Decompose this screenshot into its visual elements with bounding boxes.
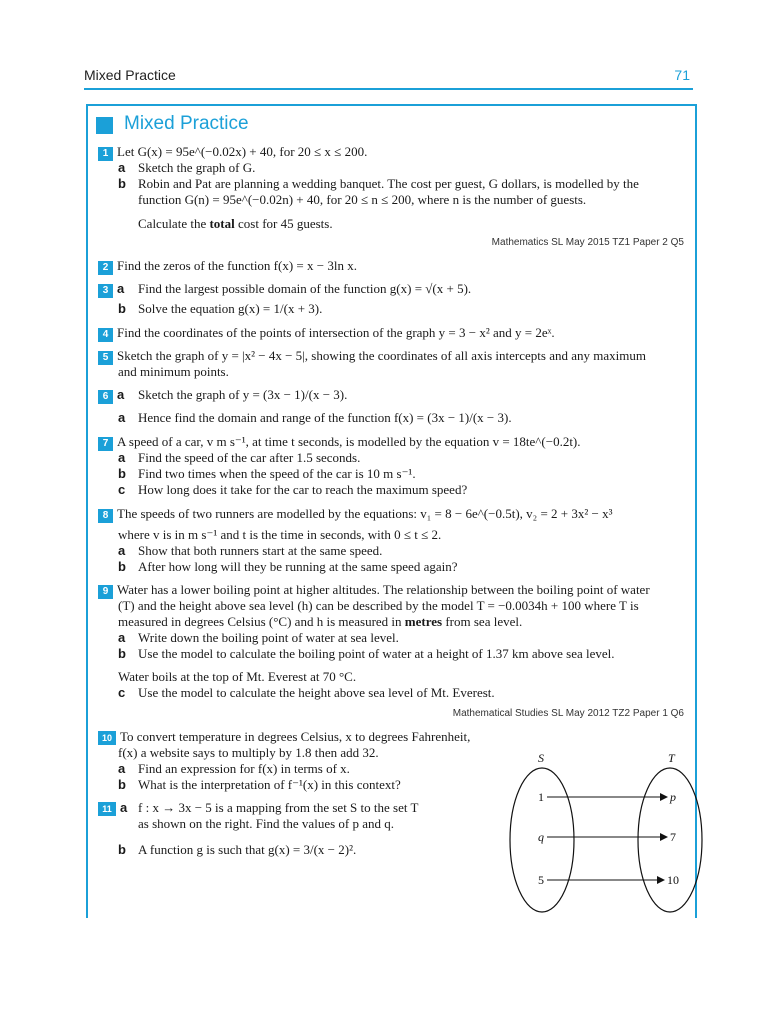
header-rule: [84, 88, 693, 90]
question-9-line-2: (T) and the height above sea level (h) can be described by the model T = −0.0034h + 100 where T is: [118, 598, 639, 613]
text-run: measured in degrees Celsius (°C) and h is measured in: [118, 614, 405, 629]
part-label: a: [118, 410, 126, 425]
question-number: 10: [98, 731, 116, 745]
question-1a: Sketch the graph of G.: [138, 160, 256, 175]
s-element-5: 5: [538, 873, 544, 887]
question-1b-line-3: [138, 216, 333, 232]
part-label: b: [118, 301, 126, 316]
part-label: a: [118, 630, 126, 645]
question-9a: Write down the boiling point of water at sea level.: [138, 630, 399, 645]
question-6: [98, 387, 124, 404]
question-9c: Use the model to calculate the height above sea level of Mt. Everest.: [138, 685, 495, 700]
question-number: 9: [98, 585, 113, 599]
question-9-mid: Water boils at the top of Mt. Everest at 70 °C.: [118, 669, 357, 684]
question-11a-line-2: as shown on the right. Find the values of p and q.: [138, 816, 394, 831]
part-label: b: [118, 176, 126, 191]
question-5-line-1: Sketch the graph of y = |x² − 4x − 5|, showing the coordinates of all axis intercepts and any maximum: [117, 348, 646, 363]
question-3b: Solve the equation g(x) = 1/(x + 3).: [138, 301, 323, 316]
s-element-1: 1: [538, 790, 544, 804]
part-label: a: [117, 387, 125, 402]
bold-text-run: metres: [404, 614, 443, 629]
question-number: 2: [98, 261, 113, 275]
question-3: [98, 281, 124, 298]
question-7-stem: A speed of a car, v m s⁻¹, at time t seconds, is modelled by the equation v = 18te^(−0.2t).: [117, 434, 581, 449]
question-number: 11: [98, 802, 116, 816]
question-5-line-2: and minimum points.: [118, 364, 229, 379]
set-t-label: T: [668, 751, 675, 765]
t-element-p: p: [670, 790, 676, 804]
question-3a: Find the largest possible domain of the function g(x) = √(x + 5).: [138, 281, 472, 296]
source-citation: Mathematical Studies SL May 2012 TZ2 Paper 1 Q6: [452, 708, 684, 719]
question-6a: Sketch the graph of y = (3x − 1)/(x − 3).: [138, 387, 348, 402]
question-5: [98, 348, 646, 365]
question-10: [98, 729, 470, 745]
t-element-7: 7: [670, 830, 676, 844]
question-8a: Show that both runners start at the same speed.: [138, 543, 383, 558]
part-label: b: [118, 559, 126, 574]
part-label: b: [118, 842, 126, 857]
part-label: a: [117, 281, 125, 296]
source-citation: Mathematics SL May 2015 TZ1 Paper 2 Q5: [491, 237, 684, 248]
part-label: a: [118, 160, 126, 175]
question-number: 1: [98, 147, 113, 161]
question-number: 8: [98, 509, 113, 523]
part-label: a: [118, 543, 126, 558]
question-7a: Find the speed of the car after 1.5 seconds.: [138, 450, 361, 465]
text-run: from sea level.: [442, 614, 523, 629]
question-8-stem: The speeds of two runners are modelled by the equations: v₁ = 8 − 6e^(−0.5t), v₂ = 2 + 3x² − x³: [117, 506, 613, 521]
question-1b-line-2: function G(n) = 95e^(−0.02n) + 40, for 20 ≤ n ≤ 200, where n is the number of guests.: [138, 192, 587, 207]
question-8: [98, 506, 613, 523]
part-label: c: [118, 482, 126, 497]
part-label: c: [118, 685, 126, 700]
part-label: a: [118, 450, 126, 465]
question-9-line-3: [118, 614, 522, 630]
part-label: a: [120, 800, 128, 815]
question-11a-line-1: f : x → 3x − 5 is a mapping from the set S to the set T: [138, 800, 419, 815]
bold-text-run: total: [209, 216, 235, 231]
part-label: b: [118, 466, 126, 481]
section-title: Mixed Practice: [124, 113, 249, 134]
question-6b: Hence find the domain and range of the function f(x) = (3x − 1)/(x − 3).: [138, 410, 512, 425]
mapping-diagram-svg: [495, 750, 725, 920]
question-1-stem: Let G(x) = 95e^(−0.02x) + 40, for 20 ≤ x ≤ 200.: [117, 144, 368, 159]
question-7b: Find two times when the speed of the car is 10 m s⁻¹.: [138, 466, 416, 481]
question-10-line-1: To convert temperature in degrees Celsius, x to degrees Fahrenheit,: [120, 729, 471, 744]
part-label: b: [118, 646, 126, 661]
section-square-icon: [96, 117, 113, 134]
text-run: cost for 45 guests.: [234, 216, 333, 231]
question-number: 7: [98, 437, 113, 451]
part-label: a: [118, 761, 126, 776]
question-9: [98, 582, 650, 599]
text-run: Calculate the: [138, 216, 210, 231]
question-8b: After how long will they be running at the same speed again?: [138, 559, 458, 574]
question-9-line-1: Water has a lower boiling point at higher altitudes. The relationship between the boiling point of water: [117, 582, 650, 597]
question-9b: Use the model to calculate the boiling point of water at a height of 1.37 km above sea level.: [138, 646, 615, 661]
s-element-q: q: [538, 830, 544, 844]
question-number: 5: [98, 351, 113, 365]
question-7: [98, 434, 581, 451]
question-8-line-2: where v is in m s⁻¹ and t is the time in seconds, with 0 ≤ t ≤ 2.: [118, 527, 442, 542]
question-number: 4: [98, 328, 113, 342]
part-label: b: [118, 777, 126, 792]
question-11b: A function g is such that g(x) = 3/(x − 2)².: [138, 842, 357, 857]
question-10-line-2: f(x) a website says to multiply by 1.8 then add 32.: [118, 745, 379, 760]
question-1: [98, 144, 367, 161]
question-1b-line-1: Robin and Pat are planning a wedding banquet. The cost per guest, G dollars, is modelled by the: [138, 176, 639, 191]
question-11: [98, 800, 127, 816]
question-2-text: Find the zeros of the function f(x) = x − 3ln x.: [117, 258, 357, 273]
question-10a: Find an expression for f(x) in terms of x.: [138, 761, 350, 776]
set-s-label: S: [538, 751, 544, 765]
question-number: 3: [98, 284, 113, 298]
question-4-text: Find the coordinates of the points of intersection of the graph y = 3 − x² and y = 2eˣ.: [117, 325, 555, 340]
running-header-title: Mixed Practice: [84, 67, 176, 83]
question-7c: How long does it take for the car to reach the maximum speed?: [138, 482, 468, 497]
question-2: [98, 258, 357, 275]
question-10b: What is the interpretation of f⁻¹(x) in this context?: [138, 777, 401, 792]
page-number: 71: [674, 67, 690, 83]
question-number: 6: [98, 390, 113, 404]
question-4: [98, 325, 555, 342]
running-header: [84, 67, 690, 87]
mapping-diagram: [495, 750, 725, 920]
t-element-10: 10: [667, 873, 679, 887]
